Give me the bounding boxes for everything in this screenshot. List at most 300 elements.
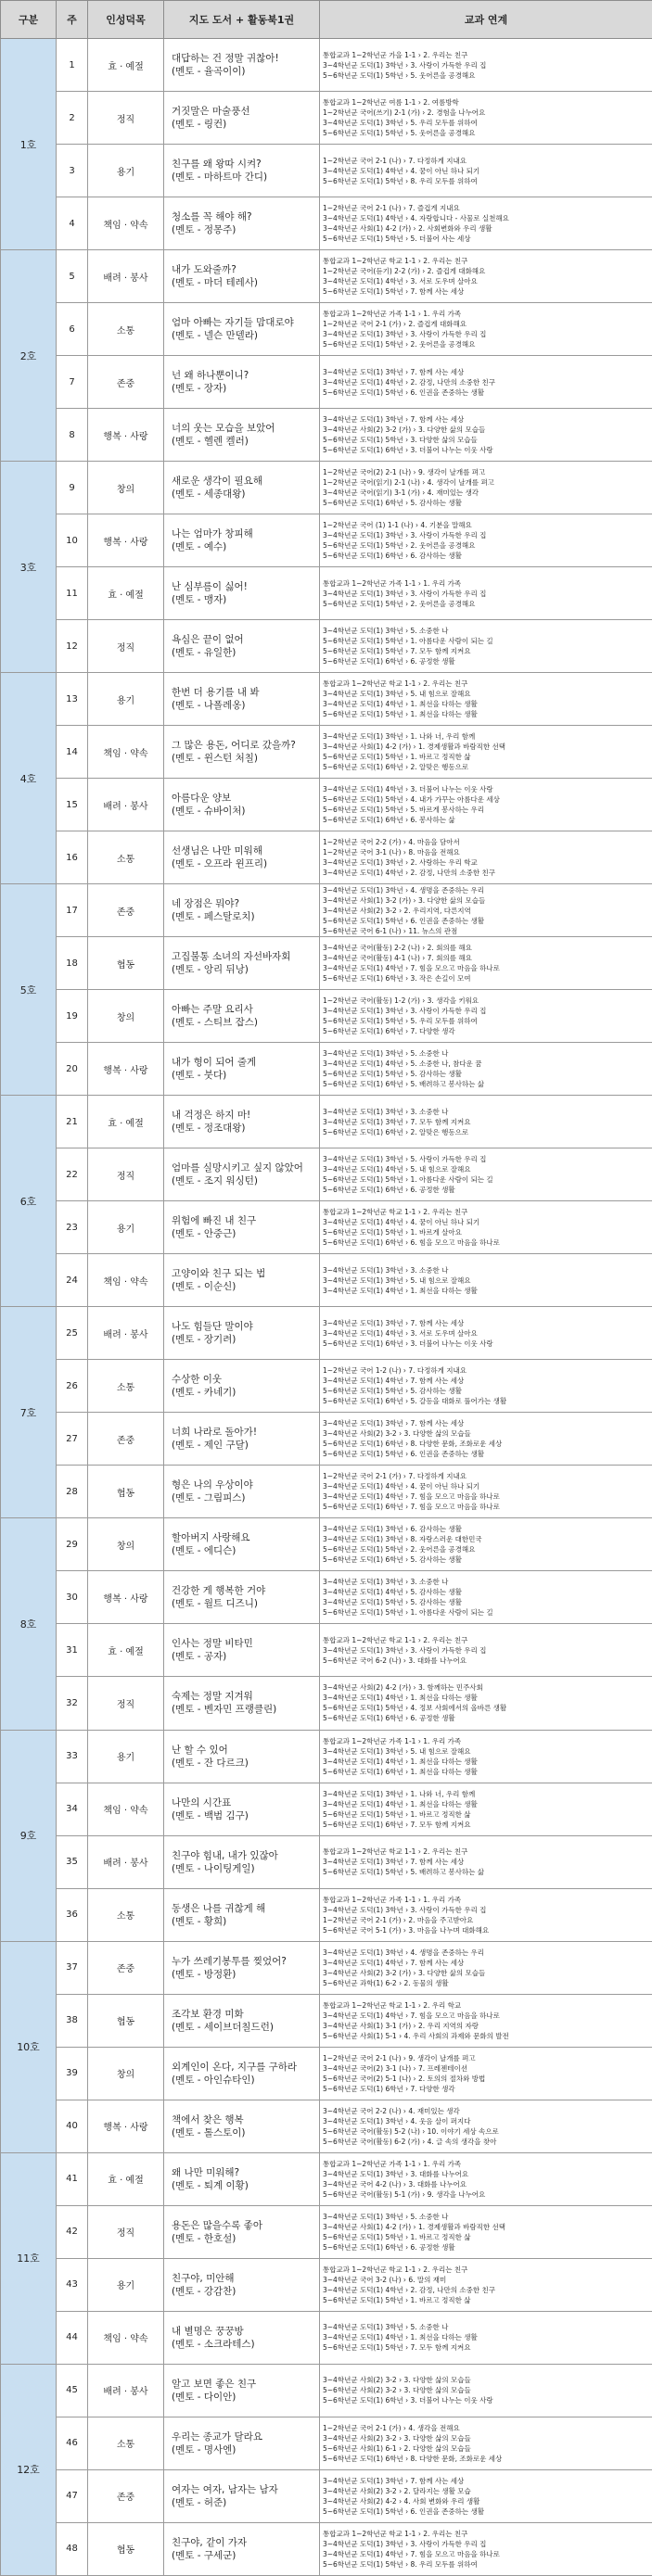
book-mentor: (멘토 - 소크라테스) bbox=[172, 2338, 315, 2351]
book-title: 우리는 종교가 달라요 bbox=[172, 2430, 315, 2443]
curriculum-links bbox=[320, 1835, 652, 1888]
book-cell bbox=[164, 779, 320, 831]
curriculum-links bbox=[320, 1677, 652, 1730]
table-row bbox=[1, 1730, 652, 1783]
book-title: 위험에 빠진 내 친구 bbox=[172, 1214, 315, 1227]
curriculum-links bbox=[320, 2522, 652, 2575]
table-body bbox=[1, 39, 652, 2576]
curriculum-link-line: 5~6학년군 도덕(1) 5학년 › 1. 바르고 정직한 삶 bbox=[323, 752, 649, 762]
book-cell bbox=[164, 1941, 320, 1994]
book-title: 난 할 수 있어 bbox=[172, 1744, 315, 1757]
week-number: 21 bbox=[57, 1096, 88, 1148]
book-mentor: (멘토 - 오프라 윈프리) bbox=[172, 857, 315, 870]
virtue: 책임 · 약속 bbox=[88, 726, 164, 779]
table-row bbox=[1, 884, 652, 937]
table-row bbox=[1, 2205, 652, 2258]
curriculum-link-line: 3~4학년군 도덕(1) 3학년 › 4. 웃음 살이 퍼지다 bbox=[323, 2116, 649, 2126]
curriculum-link-line: 3~4학년군 도덕(1) 4학년 › 7. 함께 사는 세상 bbox=[323, 1376, 649, 1386]
curriculum-links bbox=[320, 2258, 652, 2311]
table-row bbox=[1, 514, 652, 567]
book-cell bbox=[164, 1783, 320, 1835]
curriculum-links bbox=[320, 1518, 652, 1571]
book-mentor: (멘토 - 잔 다르크) bbox=[172, 1757, 315, 1770]
book-mentor: (멘토 - 안중근) bbox=[172, 1227, 315, 1240]
curriculum-link-line: 3~4학년군 도덕(1) 3학년 › 4. 생명을 존중하는 우리 bbox=[323, 885, 649, 895]
curriculum-link-line: 5~6학년군 국어 6-2 (나) › 3. 대화를 나누어요 bbox=[323, 1656, 649, 1666]
book-title: 한번 더 용기를 내 봐 bbox=[172, 686, 315, 699]
curriculum-link-line: 3~4학년군 도덕(1) 4학년 › 7. 힘을 모으고 마음을 하나로 bbox=[323, 1491, 649, 1502]
week-number: 28 bbox=[57, 1466, 88, 1518]
curriculum-link-line: 3~4학년군 도덕(1) 3학년 › 2. 사랑하는 우리 학교 bbox=[323, 857, 649, 868]
virtue: 소통 bbox=[88, 2417, 164, 2469]
curriculum-links bbox=[320, 779, 652, 831]
curriculum-link-line: 3~4학년군 도덕(1) 4학년 › 5. 감사하는 생활 bbox=[323, 1587, 649, 1597]
curriculum-link-line: 1~2학년군 국어 2-1 (나) › 7. 다정하게 지내요 bbox=[323, 156, 649, 166]
book-title: 책에서 찾은 행복 bbox=[172, 2113, 315, 2126]
curriculum-link-line: 3~4학년군 사회(2) 3-2 › 3. 다양한 삶의 모습들 bbox=[323, 2375, 649, 2385]
curriculum-link-line: 5~6학년군 도덕(1) 5학년 › 1. 바르고 정직한 삶 bbox=[323, 2232, 649, 2242]
book-mentor: (멘토 - 정몽주) bbox=[172, 223, 315, 236]
curriculum-link-line: 5~6학년군 도덕(1) 6학년 › 6. 감사하는 생활 bbox=[323, 551, 649, 561]
curriculum-link-line: 5~6학년군 도덕(1) 6학년 › 7. 다양한 생각 bbox=[323, 2084, 649, 2094]
week-number: 26 bbox=[57, 1360, 88, 1413]
curriculum-link-line: 통합교과 1~2학년군 학교 1-1 › 2. 우리는 친구 bbox=[323, 1846, 649, 1857]
book-mentor: (멘토 - 장기려) bbox=[172, 1333, 315, 1346]
table-row bbox=[1, 2469, 652, 2522]
book-cell bbox=[164, 2100, 320, 2152]
curriculum-link-line: 3~4학년군 도덕(1) 4학년 › 2. 감정, 나만의 소중한 친구 bbox=[323, 868, 649, 878]
curriculum-link-line: 3~4학년군 도덕(1) 3학년 › 3. 사랑이 가득한 우리 집 bbox=[323, 589, 649, 599]
book-title: 내 별명은 꿍꿍방 bbox=[172, 2325, 315, 2338]
table-row bbox=[1, 1413, 652, 1466]
curriculum-links bbox=[320, 1888, 652, 1941]
week-number: 23 bbox=[57, 1201, 88, 1254]
book-title: 넌 왜 하나뿐이니? bbox=[172, 369, 315, 382]
table-row bbox=[1, 409, 652, 462]
curriculum-link-line: 3~4학년군 도덕(1) 3학년 › 3. 사랑이 가득한 우리 집 bbox=[323, 1006, 649, 1016]
virtue: 효 · 예절 bbox=[88, 1096, 164, 1148]
book-title: 선생님은 나만 미워해 bbox=[172, 844, 315, 857]
curriculum-link-line: 5~6학년군 국어(활동) 5-2 (나) › 10. 이야기 세상 속으로 bbox=[323, 2126, 649, 2137]
book-title: 너희 나라로 돌아가! bbox=[172, 1426, 315, 1439]
week-number: 35 bbox=[57, 1835, 88, 1888]
curriculum-link-line: 3~4학년군 도덕(1) 4학년 › 1. 최선을 다하는 생활 bbox=[323, 1286, 649, 1296]
curriculum-link-line: 5~6학년군 도덕(1) 6학년 › 3. 더불어 나누는 이웃 사랑 bbox=[323, 1339, 649, 1349]
book-title: 고집불통 소녀의 자선바자회 bbox=[172, 950, 315, 963]
book-title: 내가 도와줄까? bbox=[172, 263, 315, 276]
book-cell bbox=[164, 2047, 320, 2100]
book-cell bbox=[164, 197, 320, 250]
week-number: 19 bbox=[57, 990, 88, 1043]
curriculum-link-line: 5~6학년군 도덕(1) 6학년 › 6. 봉사하는 삶 bbox=[323, 815, 649, 825]
curriculum-link-line: 5~6학년군 도덕(1) 6학년 › 6. 공정한 생활 bbox=[323, 1713, 649, 1723]
curriculum-link-line: 3~4학년군 국어(활동) 2-2 (나) › 2. 회의를 해요 bbox=[323, 943, 649, 953]
curriculum-link-line: 3~4학년군 도덕(1) 3학년 › 3. 사랑이 가득한 우리 집 bbox=[323, 329, 649, 339]
curriculum-links bbox=[320, 145, 652, 197]
virtue: 존중 bbox=[88, 356, 164, 409]
week-number: 10 bbox=[57, 514, 88, 567]
curriculum-link-line: 3~4학년군 도덕(1) 4학년 › 1. 최선을 다하는 생활 bbox=[323, 1693, 649, 1703]
curriculum-links bbox=[320, 1994, 652, 2047]
virtue: 책임 · 약속 bbox=[88, 197, 164, 250]
curriculum-link-line: 3~4학년군 도덕(1) 5학년 › 5. 감사하는 생활 bbox=[323, 1597, 649, 1607]
week-number: 34 bbox=[57, 1783, 88, 1835]
week-number: 43 bbox=[57, 2258, 88, 2311]
curriculum-link-line: 3~4학년군 사회(1) 3-1 (가) › 2. 우리 지역의 자랑 bbox=[323, 2021, 649, 2031]
virtue: 협동 bbox=[88, 937, 164, 990]
book-cell bbox=[164, 2311, 320, 2364]
curriculum-link-line: 3~4학년군 도덕(1) 4학년 › 4. 자랑합니다 - 사물로 실천해요 bbox=[323, 213, 649, 223]
curriculum-links bbox=[320, 1096, 652, 1148]
curriculum-links bbox=[320, 1571, 652, 1624]
curriculum-link-line: 1~2학년군 국어 3-1 (나) › 8. 마음을 전해요 bbox=[323, 847, 649, 857]
curriculum-links bbox=[320, 1307, 652, 1360]
book-cell bbox=[164, 1624, 320, 1677]
book-mentor: (멘토 - 방정환) bbox=[172, 1968, 315, 1981]
book-cell bbox=[164, 2469, 320, 2522]
curriculum-link-line: 3~4학년군 국어 2-2 (나) › 4. 재미있는 생각 bbox=[323, 2106, 649, 2116]
curriculum-link-line: 5~6학년군 사회(1) 6-1 › 2. 다양한 삶의 모습들 bbox=[323, 2443, 649, 2454]
table-row bbox=[1, 462, 652, 514]
curriculum-links bbox=[320, 197, 652, 250]
curriculum-link-line: 3~4학년군 도덕(1) 3학년 › 4. 생명을 존중하는 우리 bbox=[323, 1948, 649, 1958]
curriculum-link-line: 3~4학년군 도덕(1) 3학년 › 7. 모두 함께 지켜요 bbox=[323, 1117, 649, 1127]
curriculum-link-line: 통합교과 1~2학년군 학교 1-1 › 2. 우리는 친구 bbox=[323, 1635, 649, 1645]
curriculum-link-line: 통합교과 1~2학년군 학교 1-1 › 2. 우리는 친구 bbox=[323, 2265, 649, 2275]
curriculum-link-line: 5~6학년군 도덕(1) 6학년 › 3. 더불어 나누는 이웃 사랑 bbox=[323, 2395, 649, 2405]
virtue: 행복 · 사랑 bbox=[88, 409, 164, 462]
week-number: 8 bbox=[57, 409, 88, 462]
virtue: 창의 bbox=[88, 1518, 164, 1571]
curriculum-link-line: 5~6학년군 도덕(1) 5학년 › 6. 인권을 존중하는 생활 bbox=[323, 2506, 649, 2517]
book-cell bbox=[164, 673, 320, 726]
curriculum-link-line: 1~2학년군 국어(쓰기) 2-1 (가) › 2. 경험을 나누어요 bbox=[323, 108, 649, 118]
book-cell bbox=[164, 1148, 320, 1201]
book-mentor: (멘토 - 나이팅게일) bbox=[172, 1862, 315, 1875]
curriculum-link-line: 3~4학년군 도덕(1) 4학년 › 7. 힘을 모으고 마음을 하나로 bbox=[323, 2549, 649, 2559]
book-mentor: (멘토 - 맹자) bbox=[172, 593, 315, 606]
table-row bbox=[1, 2311, 652, 2364]
book-cell bbox=[164, 356, 320, 409]
curriculum-link-line: 5~6학년군 도덕(1) 5학년 › 4. 내가 가꾸는 아름다운 세상 bbox=[323, 794, 649, 805]
book-cell bbox=[164, 145, 320, 197]
virtue: 효 · 예절 bbox=[88, 39, 164, 92]
curriculum-links bbox=[320, 1254, 652, 1307]
curriculum-link-line: 3~4학년군 도덕(1) 3학년 › 7. 함께 사는 세상 bbox=[323, 2476, 649, 2486]
curriculum-link-line: 5~6학년군 도덕(1) 5학년 › 5. 바르게 봉사하는 우리 bbox=[323, 805, 649, 815]
curriculum-link-line: 통합교과 1~2학년군 학교 1-1 › 2. 우리는 친구 bbox=[323, 679, 649, 689]
virtue: 존중 bbox=[88, 2469, 164, 2522]
book-mentor: (멘토 - 퇴계 이황) bbox=[172, 2179, 315, 2192]
curriculum-link-line: 5~6학년군 도덕(1) 5학년 › 8. 우리 모두를 위하여 bbox=[323, 176, 649, 186]
table-row bbox=[1, 1941, 652, 1994]
table-row bbox=[1, 1307, 652, 1360]
virtue: 효 · 예절 bbox=[88, 2152, 164, 2205]
book-mentor: (멘토 - 명사엔) bbox=[172, 2443, 315, 2456]
curriculum-link-line: 통합교과 1~2학년군 가족 1-1 › 1. 우리 가족 bbox=[323, 2159, 649, 2169]
table-row bbox=[1, 2258, 652, 2311]
table-row bbox=[1, 2100, 652, 2152]
curriculum-link-line: 5~6학년군 도덕(1) 5학년 › 5. 우리 모두를 위하여 bbox=[323, 1016, 649, 1026]
header-section: 구분 bbox=[1, 1, 57, 39]
week-number: 39 bbox=[57, 2047, 88, 2100]
week-number: 41 bbox=[57, 2152, 88, 2205]
curriculum-link-line: 5~6학년군 도덕(1) 6학년 › 5. 감사하는 생활 bbox=[323, 1554, 649, 1565]
curriculum-links bbox=[320, 462, 652, 514]
table-row bbox=[1, 356, 652, 409]
book-cell bbox=[164, 1201, 320, 1254]
book-mentor: (멘토 - 마하트마 간디) bbox=[172, 171, 315, 184]
book-title: 숙제는 정말 지겨워 bbox=[172, 1690, 315, 1703]
section-label: 7호 bbox=[1, 1307, 57, 1518]
book-cell bbox=[164, 1096, 320, 1148]
curriculum-link-line: 3~4학년군 도덕(1) 4학년 › 3. 서로 도우며 살아요 bbox=[323, 1328, 649, 1339]
week-number: 20 bbox=[57, 1043, 88, 1096]
virtue: 정직 bbox=[88, 2205, 164, 2258]
curriculum-link-line: 5~6학년군 도덕(1) 5학년 › 1. 바르고 정직한 삶 bbox=[323, 2295, 649, 2305]
curriculum-link-line: 5~6학년군 도덕(1) 6학년 › 1. 최선을 다하는 생활 bbox=[323, 1767, 649, 1777]
book-title: 친구야 힘내, 내가 있잖아 bbox=[172, 1849, 315, 1862]
curriculum-link-line: 5~6학년군 도덕(1) 6학년 › 5. 갈등을 대화로 풀어가는 생활 bbox=[323, 1396, 649, 1406]
section-label: 6호 bbox=[1, 1096, 57, 1307]
curriculum-links bbox=[320, 92, 652, 145]
week-number: 27 bbox=[57, 1413, 88, 1466]
curriculum-links bbox=[320, 2205, 652, 2258]
curriculum-link-line: 3~4학년군 국어(2) 3-1 (나) › 7. 프레젠테이션 bbox=[323, 2063, 649, 2074]
book-title: 인사는 정말 비타민 bbox=[172, 1637, 315, 1650]
curriculum-link-line: 3~4학년군 도덕(1) 4학년 › 1. 최선을 다하는 생활 bbox=[323, 2332, 649, 2342]
curriculum-link-line: 3~4학년군 도덕(1) 3학년 › 3. 대화를 나누어요 bbox=[323, 2169, 649, 2179]
curriculum-link-line: 3~4학년군 도덕(1) 3학년 › 3. 소중한 나 bbox=[323, 1577, 649, 1587]
curriculum-links bbox=[320, 2152, 652, 2205]
virtue: 존중 bbox=[88, 1413, 164, 1466]
book-mentor: (멘토 - 스티브 잡스) bbox=[172, 1016, 315, 1029]
curriculum-link-line: 5~6학년군 도덕(1) 5학년 › 6. 인권을 존중하는 생활 bbox=[323, 1449, 649, 1459]
table-row bbox=[1, 2522, 652, 2575]
curriculum-link-line: 1~2학년군 국어 2-1 (나) › 9. 생각이 날개를 펴고 bbox=[323, 2053, 649, 2063]
table-row bbox=[1, 250, 652, 303]
curriculum-link-line: 1~2학년군 국어 2-1 (가) › 7. 다정하게 지내요 bbox=[323, 1471, 649, 1481]
curriculum-link-line: 5~6학년군 국어(2) 5-1 (나) › 2. 토의의 절차와 방법 bbox=[323, 2074, 649, 2084]
book-mentor: (멘토 - 카네기) bbox=[172, 1386, 315, 1399]
curriculum-link-line: 5~6학년군 도덕(1) 5학년 › 7. 모두 함께 지켜요 bbox=[323, 646, 649, 656]
table-row bbox=[1, 1783, 652, 1835]
book-mentor: (멘토 - 세종대왕) bbox=[172, 488, 315, 501]
book-title: 동생은 나를 귀찮게 해 bbox=[172, 1902, 315, 1915]
curriculum-link-line: 5~6학년군 도덕(1) 6학년 › 8. 다양한 문화, 조화로운 세상 bbox=[323, 1439, 649, 1449]
week-number: 29 bbox=[57, 1518, 88, 1571]
curriculum-link-line: 5~6학년군 도덕(1) 5학년 › 2. 웃어른을 공경해요 bbox=[323, 1544, 649, 1554]
book-cell bbox=[164, 1888, 320, 1941]
curriculum-link-line: 5~6학년군 도덕(1) 5학년 › 5. 배려하고 봉사하는 삶 bbox=[323, 1867, 649, 1877]
book-title: 내가 형이 되어 줄게 bbox=[172, 1056, 315, 1069]
curriculum-link-line: 3~4학년군 사회(2) 3-2 › 2. 우리지역, 다른지역 bbox=[323, 906, 649, 916]
virtue: 소통 bbox=[88, 1888, 164, 1941]
curriculum-link-line: 5~6학년군 도덕(1) 6학년 › 7. 모두 함께 지켜요 bbox=[323, 1820, 649, 1830]
curriculum-link-line: 3~4학년군 도덕(1) 3학년 › 5. 내 힘으로 잘해요 bbox=[323, 1275, 649, 1286]
book-mentor: (멘토 - 황희) bbox=[172, 1915, 315, 1928]
virtue: 효 · 예절 bbox=[88, 567, 164, 620]
table-row bbox=[1, 1677, 652, 1730]
curriculum-link-line: 3~4학년군 도덕(1) 3학년 › 5. 소중한 나 bbox=[323, 2322, 649, 2332]
book-mentor: (멘토 - 링컨) bbox=[172, 118, 315, 131]
virtue: 배려 · 봉사 bbox=[88, 250, 164, 303]
curriculum-link-line: 3~4학년군 도덕(1) 4학년 › 4. 꿈이 아닌 하나 되기 bbox=[323, 1217, 649, 1227]
curriculum-link-line: 5~6학년군 국어(활동) 5-1 (가) › 9. 생각을 나누어요 bbox=[323, 2189, 649, 2200]
book-title: 형은 나의 우상이야 bbox=[172, 1478, 315, 1491]
book-cell bbox=[164, 1835, 320, 1888]
curriculum-link-line: 3~4학년군 도덕(1) 4학년 › 1. 최선을 다하는 생활 bbox=[323, 1799, 649, 1809]
curriculum-links bbox=[320, 620, 652, 673]
section-label: 8호 bbox=[1, 1518, 57, 1730]
curriculum-link-line: 3~4학년군 도덕(1) 4학년 › 7. 힘을 모으고 마음을 하나로 bbox=[323, 963, 649, 973]
book-mentor: (멘토 - 강감찬) bbox=[172, 2285, 315, 2298]
curriculum-link-line: 3~4학년군 도덕(1) 4학년 › 5. 소중한 나, 참다운 꿈 bbox=[323, 1059, 649, 1069]
week-number: 22 bbox=[57, 1148, 88, 1201]
curriculum-links bbox=[320, 39, 652, 92]
curriculum-link-line: 3~4학년군 사회(2) 4-2 (가) › 3. 함께하는 민주사회 bbox=[323, 1682, 649, 1693]
table-row bbox=[1, 2152, 652, 2205]
curriculum-link-line: 3~4학년군 도덕(1) 4학년 › 7. 힘을 모으고 마음을 하나로 bbox=[323, 2011, 649, 2021]
curriculum-link-line: 3~4학년군 사회(2) 3-2 (가) › 3. 다양한 삶의 모습들 bbox=[323, 1968, 649, 1978]
book-mentor: (멘토 - 붓다) bbox=[172, 1069, 315, 1082]
curriculum-link-line: 1~2학년군 국어 2-1 (가) › 4. 생각을 전해요 bbox=[323, 2423, 649, 2433]
book-title: 수상한 이웃 bbox=[172, 1373, 315, 1386]
book-mentor: (멘토 - 이순신) bbox=[172, 1280, 315, 1293]
section-label: 3호 bbox=[1, 462, 57, 673]
book-mentor: (멘토 - 율곡이이) bbox=[172, 65, 315, 78]
curriculum-link-line: 5~6학년군 도덕(1) 5학년 › 7. 모두 함께 지켜요 bbox=[323, 2342, 649, 2353]
book-title: 친구를 왜 왕따 시켜? bbox=[172, 158, 315, 171]
section-label: 10호 bbox=[1, 1941, 57, 2152]
week-number: 3 bbox=[57, 145, 88, 197]
book-cell bbox=[164, 990, 320, 1043]
week-number: 38 bbox=[57, 1994, 88, 2047]
table-row bbox=[1, 2364, 652, 2417]
book-cell bbox=[164, 1518, 320, 1571]
virtue: 배려 · 봉사 bbox=[88, 2364, 164, 2417]
book-cell bbox=[164, 1730, 320, 1783]
book-title: 나는 엄마가 창피해 bbox=[172, 527, 315, 540]
book-title: 알고 보면 좋은 친구 bbox=[172, 2378, 315, 2391]
curriculum-link-line: 5~6학년군 도덕(1) 6학년 › 5. 감사하는 생활 bbox=[323, 498, 649, 508]
curriculum-links bbox=[320, 514, 652, 567]
virtue: 협동 bbox=[88, 1466, 164, 1518]
curriculum-link-line: 3~4학년군 도덕(1) 3학년 › 3. 사랑이 가득한 우리 집 bbox=[323, 60, 649, 70]
book-title: 엄마를 실망시키고 싶지 않았어 bbox=[172, 1161, 315, 1174]
book-mentor: (멘토 - 슈바이처) bbox=[172, 805, 315, 818]
week-number: 46 bbox=[57, 2417, 88, 2469]
curriculum-link-line: 3~4학년군 도덕(1) 4학년 › 7. 함께 사는 세상 bbox=[323, 1958, 649, 1968]
curriculum-links bbox=[320, 1201, 652, 1254]
curriculum-link-line: 3~4학년군 도덕(1) 3학년 › 3. 소중한 나 bbox=[323, 1265, 649, 1275]
curriculum-link-line: 3~4학년군 도덕(1) 4학년 › 4. 꿈이 아닌 하나 되기 bbox=[323, 1481, 649, 1491]
curriculum-link-line: 3~4학년군 도덕(1) 3학년 › 3. 사랑이 가득한 우리 집 bbox=[323, 530, 649, 540]
book-mentor: (멘토 - 윈스턴 처칠) bbox=[172, 752, 315, 765]
curriculum-link-line: 3~4학년군 도덕(1) 4학년 › 1. 최선을 다하는 생활 bbox=[323, 699, 649, 709]
curriculum-link-line: 3~4학년군 사회(2) 3-2 › 3. 다양한 삶의 모습들 bbox=[323, 2433, 649, 2443]
virtue: 행복 · 사랑 bbox=[88, 514, 164, 567]
book-title: 엄마 아빠는 자기들 맘대로야 bbox=[172, 316, 315, 329]
header-virtue: 인성덕목 bbox=[88, 1, 164, 39]
curriculum-links bbox=[320, 2311, 652, 2364]
table-row bbox=[1, 39, 652, 92]
curriculum-link-line: 3~4학년군 도덕(1) 3학년 › 5. 소중한 나 bbox=[323, 2212, 649, 2222]
book-mentor: (멘토 - 월트 디즈니) bbox=[172, 1597, 315, 1610]
week-number: 9 bbox=[57, 462, 88, 514]
curriculum-link-line: 3~4학년군 도덕(1) 3학년 › 3. 사랑이 가득한 우리 집 bbox=[323, 2539, 649, 2549]
table-row bbox=[1, 1624, 652, 1677]
book-cell bbox=[164, 1307, 320, 1360]
virtue: 소통 bbox=[88, 1360, 164, 1413]
curriculum-link-line: 1~2학년군 국어(듣기) 2-2 (가) › 2. 즐겁게 대화해요 bbox=[323, 266, 649, 276]
curriculum-link-line: 3~4학년군 사회(2) 3-2 › 2. 달라지는 생활 모습 bbox=[323, 2486, 649, 2496]
virtue: 용기 bbox=[88, 1730, 164, 1783]
curriculum-links bbox=[320, 673, 652, 726]
curriculum-link-line: 5~6학년군 도덕(1) 6학년 › 6. 힘을 모으고 마음을 하나로 bbox=[323, 1237, 649, 1248]
book-mentor: (멘토 - 장자) bbox=[172, 382, 315, 395]
book-cell bbox=[164, 1571, 320, 1624]
curriculum-link-line: 3~4학년군 도덕(1) 4학년 › 2. 감정, 나만의 소중한 친구 bbox=[323, 377, 649, 387]
book-mentor: (멘토 - 세이브더칠드런) bbox=[172, 2021, 315, 2034]
curriculum-link-line: 5~6학년군 도덕(1) 6학년 › 3. 작은 손길이 모여 bbox=[323, 973, 649, 983]
week-number: 1 bbox=[57, 39, 88, 92]
virtue: 용기 bbox=[88, 673, 164, 726]
book-cell bbox=[164, 2364, 320, 2417]
week-number: 24 bbox=[57, 1254, 88, 1307]
book-mentor: (멘토 - 한호설) bbox=[172, 2232, 315, 2245]
book-title: 외계인이 온다, 지구를 구하라 bbox=[172, 2061, 315, 2074]
curriculum-link-line: 5~6학년군 도덕(1) 6학년 › 6. 공정한 생활 bbox=[323, 2242, 649, 2252]
curriculum-link-line: 통합교과 1~2학년군 여름 1-1 › 2. 여름방학 bbox=[323, 97, 649, 108]
week-number: 32 bbox=[57, 1677, 88, 1730]
week-number: 44 bbox=[57, 2311, 88, 2364]
week-number: 12 bbox=[57, 620, 88, 673]
book-cell bbox=[164, 884, 320, 937]
table-row bbox=[1, 2417, 652, 2469]
table-row bbox=[1, 1466, 652, 1518]
curriculum-link-line: 3~4학년군 국어 3-2 (나) › 6. 말의 재미 bbox=[323, 2275, 649, 2285]
book-cell bbox=[164, 1254, 320, 1307]
curriculum-link-line: 3~4학년군 도덕(1) 3학년 › 5. 내 힘으로 잘해요 bbox=[323, 1746, 649, 1757]
curriculum-link-line: 통합교과 1~2학년군 가족 1-1 › 1. 우리 가족 bbox=[323, 1895, 649, 1905]
curriculum-link-line: 3~4학년군 사회(1) 4-2 (가) › 1. 경제생활과 바람직한 선택 bbox=[323, 742, 649, 752]
curriculum-link-line: 3~4학년군 도덕(1) 3학년 › 3. 소중한 나 bbox=[323, 1107, 649, 1117]
curriculum-links bbox=[320, 2100, 652, 2152]
book-mentor: (멘토 - 조지 워싱턴) bbox=[172, 1174, 315, 1187]
table-row bbox=[1, 1096, 652, 1148]
table-row bbox=[1, 1994, 652, 2047]
curriculum-link-line: 1~2학년군 국어 1-2 (나) › 7. 다정하게 지내요 bbox=[323, 1365, 649, 1376]
week-number: 15 bbox=[57, 779, 88, 831]
book-title: 아빠는 주말 요리사 bbox=[172, 1003, 315, 1016]
section-label: 1호 bbox=[1, 39, 57, 250]
curriculum-links bbox=[320, 831, 652, 884]
book-title: 나도 힘들단 말이야 bbox=[172, 1320, 315, 1333]
book-title: 친구야, 같이 가자 bbox=[172, 2536, 315, 2549]
curriculum-link-line: 통합교과 1~2학년군 가족 1-1 › 1. 우리 가족 bbox=[323, 1736, 649, 1746]
curriculum-link-line: 3~4학년군 사회(1) 3-2 (가) › 3. 다양한 삶의 모습들 bbox=[323, 895, 649, 906]
curriculum-links bbox=[320, 1466, 652, 1518]
week-number: 30 bbox=[57, 1571, 88, 1624]
table-row bbox=[1, 726, 652, 779]
book-cell bbox=[164, 831, 320, 884]
book-title: 내 걱정은 하지 마! bbox=[172, 1109, 315, 1122]
book-cell bbox=[164, 2522, 320, 2575]
virtue: 책임 · 약속 bbox=[88, 1783, 164, 1835]
header-row bbox=[1, 1, 652, 39]
curriculum-link-line: 5~6학년군 과학(1) 6-2 › 2. 동물의 생활 bbox=[323, 1978, 649, 1988]
